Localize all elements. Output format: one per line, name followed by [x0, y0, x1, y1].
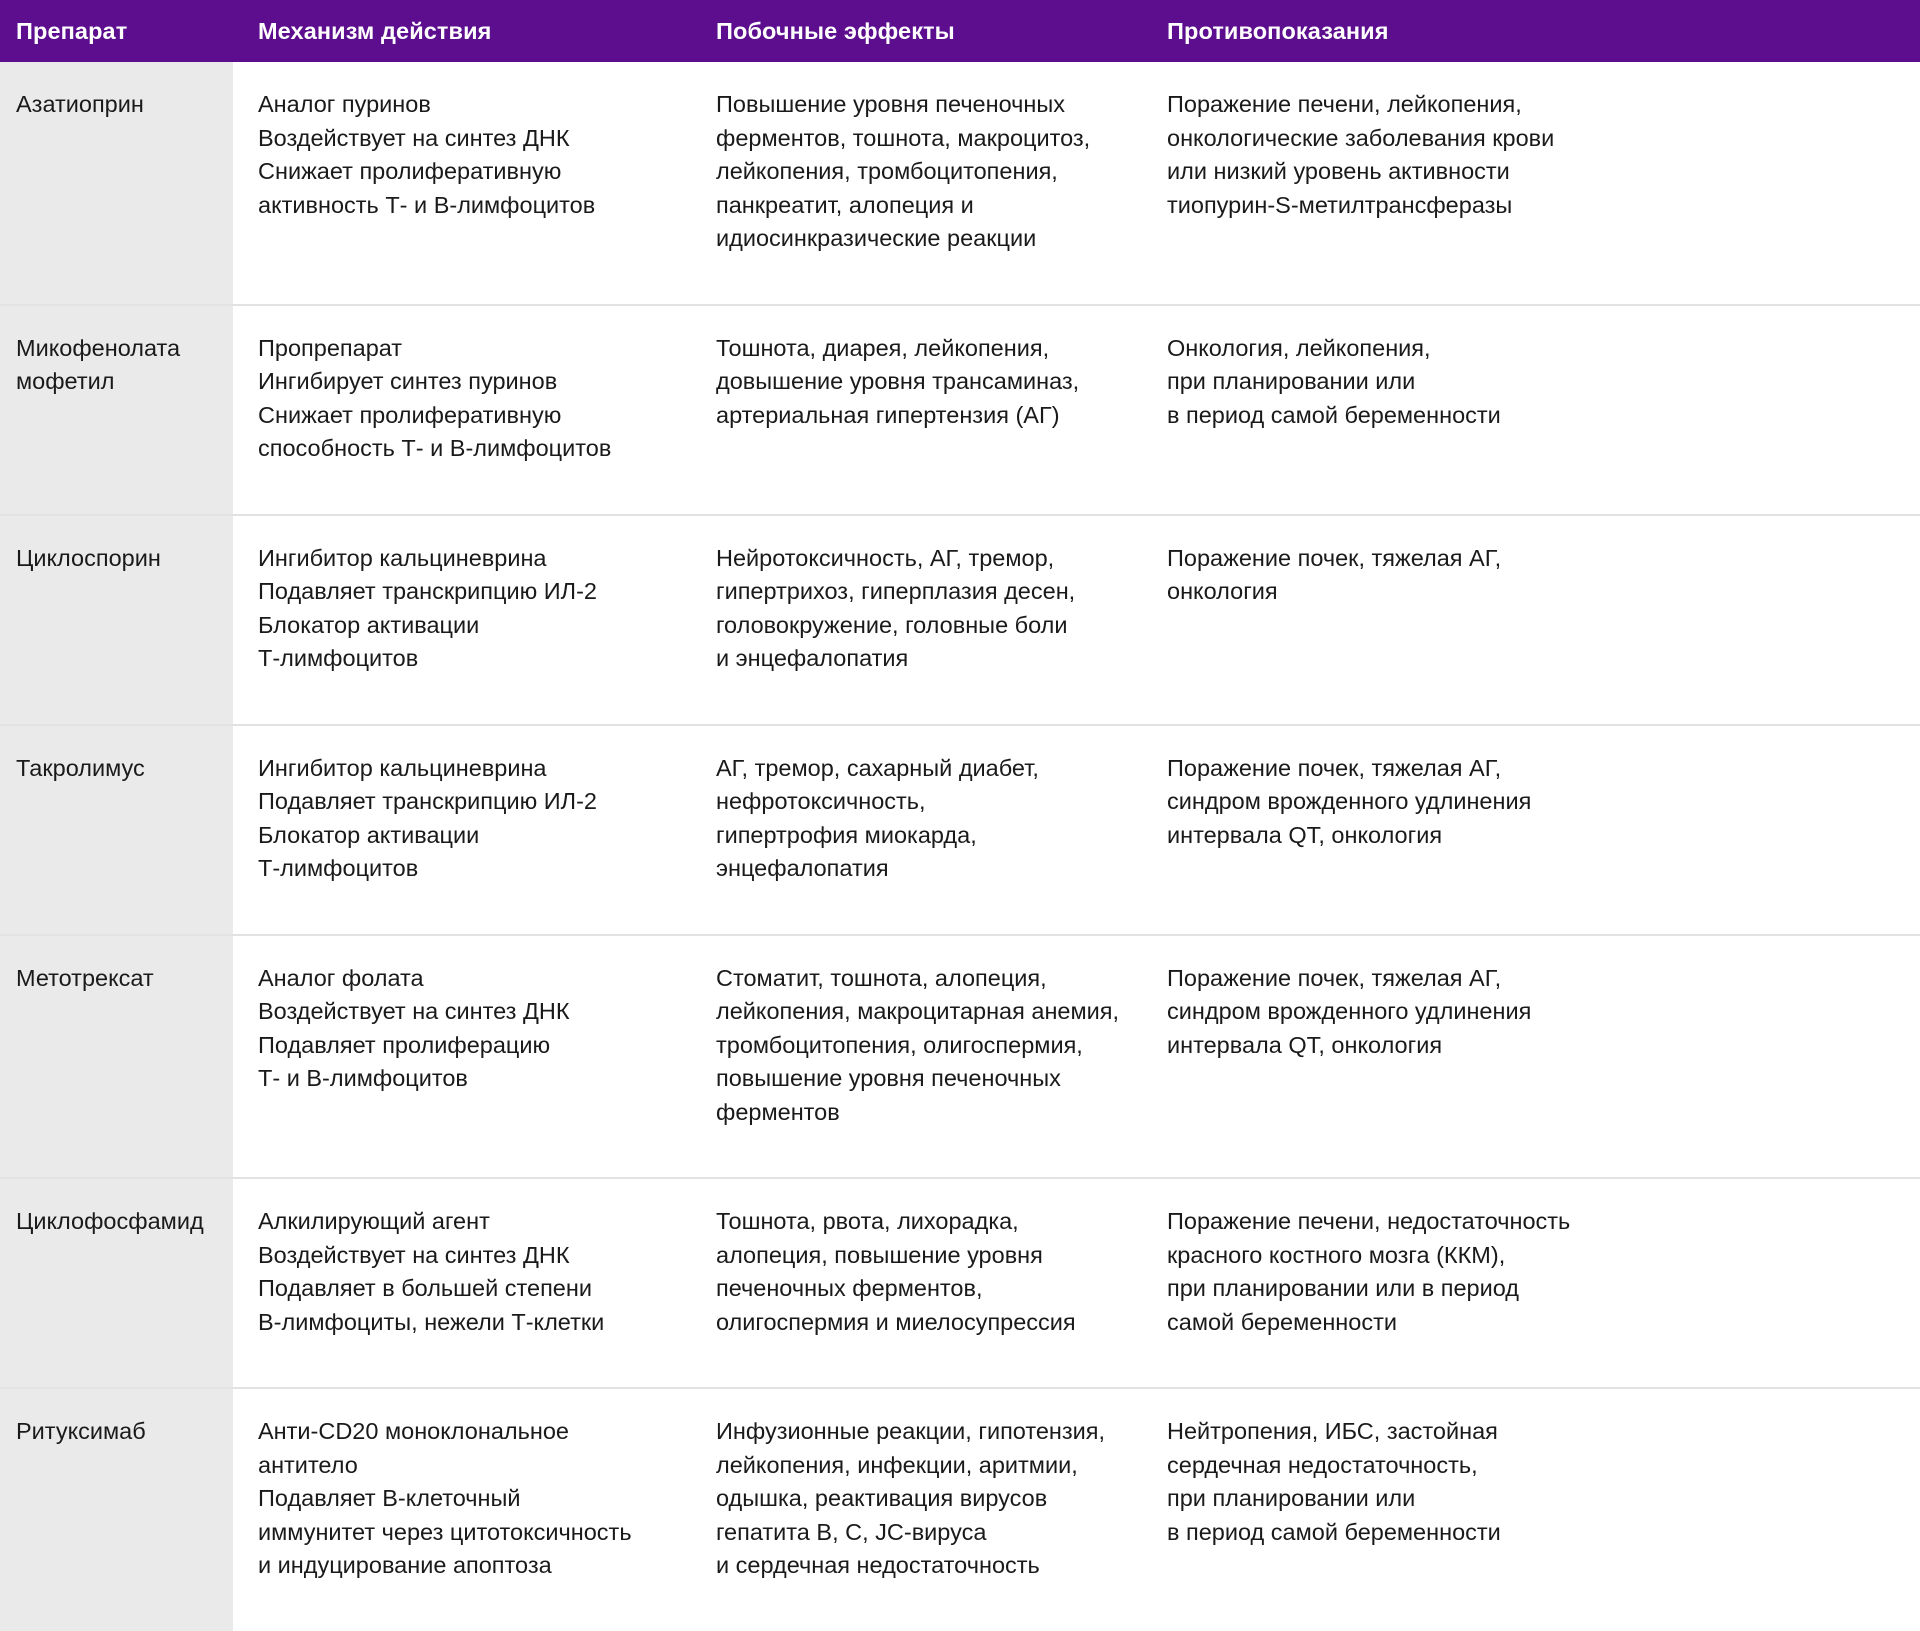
cell-mechanism-line: Воздействует на синтез ДНК: [258, 1241, 570, 1268]
table-row: [0, 515, 1920, 725]
cell-side-effects-line: головокружение, головные боли: [716, 611, 1068, 638]
cell-mechanism-line: Подавляет в большей степени: [258, 1275, 592, 1301]
cell-side-effects-line: АГ, тремор, сахарный диабет,: [716, 754, 1039, 781]
table-body: [0, 62, 1920, 1631]
cell-side-effects-line: гепатита B, C, JC-вируса: [716, 1518, 987, 1545]
cell-drug-name: [0, 1388, 233, 1631]
cell-contraindications-line: Поражение печени, лейкопения,: [1167, 91, 1522, 117]
cell-contraindications-line: онкологические заболевания крови: [1167, 124, 1555, 151]
cell-mechanism: [233, 515, 692, 725]
cell-contraindications: [1147, 725, 1920, 935]
table-row: [0, 1178, 1920, 1388]
drug-name-line: мофетил: [16, 368, 115, 394]
cell-side-effects-line: Нейротоксичность, АГ, тремор,: [716, 544, 1055, 571]
cell-mechanism-line: Аналог фолата: [258, 964, 424, 991]
cell-contraindications-line: интервала QT, онкология: [1167, 1031, 1443, 1058]
cell-mechanism: [233, 62, 692, 305]
cell-mechanism-line: способность Т- и В-лимфоцитов: [258, 435, 612, 461]
cell-contraindications-line: при планировании или в период: [1167, 1275, 1520, 1301]
cell-contraindications-line: интервала QT, онкология: [1167, 821, 1443, 848]
cell-side-effects-line: печеночных ферментов,: [716, 1275, 983, 1301]
cell-mechanism-line: Ингибирует синтез пуринов: [258, 368, 558, 394]
cell-side-effects-line: ферментов: [716, 1098, 840, 1125]
table-row: [0, 725, 1920, 935]
cell-side-effects: [692, 935, 1147, 1179]
cell-side-effects: [692, 515, 1147, 725]
cell-mechanism-line: Ингибитор кальциневрина: [258, 544, 547, 571]
cell-drug-name: [0, 515, 233, 725]
cell-contraindications-line: синдром врожденного удлинения: [1167, 998, 1532, 1024]
cell-side-effects-line: и энцефалопатия: [716, 645, 909, 671]
cell-contraindications-line: Поражение почек, тяжелая АГ,: [1167, 544, 1502, 571]
cell-side-effects-line: идиосинкразические реакции: [716, 225, 1037, 251]
cell-mechanism-line: и индуцирование апоптоза: [258, 1552, 552, 1578]
cell-side-effects-line: артериальная гипертензия (АГ): [716, 401, 1060, 428]
cell-contraindications-line: самой беременности: [1167, 1308, 1397, 1335]
cell-side-effects: [692, 1388, 1147, 1631]
drug-name-line: Микофенолата: [16, 334, 181, 361]
cell-mechanism-line: Подавляет транскрипцию ИЛ-2: [258, 578, 597, 604]
cell-side-effects-line: Тошнота, рвота, лихорадка,: [716, 1208, 1019, 1234]
cell-side-effects-line: гипертрофия миокарда,: [716, 821, 977, 848]
cell-contraindications: [1147, 935, 1920, 1179]
cell-mechanism-line: Аналог пуринов: [258, 91, 431, 117]
cell-mechanism-line: Т- и В-лимфоцитов: [258, 1065, 468, 1091]
cell-contraindications-line: или низкий уровень активности: [1167, 158, 1510, 184]
cell-contraindications-line: Поражение почек, тяжелая АГ,: [1167, 754, 1502, 781]
cell-side-effects-line: лейкопения, макроцитарная анемия,: [716, 998, 1120, 1024]
cell-contraindications-line: онкология: [1167, 578, 1278, 604]
cell-side-effects-line: лейкопения, инфекции, аритмии,: [716, 1451, 1078, 1478]
cell-side-effects-line: Инфузионные реакции, гипотензия,: [716, 1418, 1106, 1444]
cell-contraindications: [1147, 1178, 1920, 1388]
cell-side-effects: [692, 305, 1147, 515]
drug-name-line: Циклофосфамид: [16, 1208, 204, 1234]
cell-side-effects-line: Повышение уровня печеночных: [716, 91, 1066, 117]
cell-contraindications-line: в период самой беременности: [1167, 401, 1501, 428]
cell-side-effects-line: нефротоксичность,: [716, 788, 926, 814]
cell-side-effects: [692, 62, 1147, 305]
cell-side-effects-line: Тошнота, диарея, лейкопения,: [716, 334, 1050, 361]
cell-side-effects-line: ферментов, тошнота, макроцитоз,: [716, 124, 1091, 151]
cell-side-effects-line: энцефалопатия: [716, 855, 889, 881]
cell-mechanism-line: Снижает пролиферативную: [258, 401, 562, 428]
cell-contraindications: [1147, 62, 1920, 305]
column-header-side-effects: Побочные эффекты: [692, 0, 1147, 62]
cell-drug-name: [0, 1178, 233, 1388]
cell-mechanism: [233, 1388, 692, 1631]
table-row: [0, 305, 1920, 515]
cell-contraindications-line: в период самой беременности: [1167, 1518, 1501, 1545]
cell-contraindications-line: Поражение печени, недостаточность: [1167, 1208, 1571, 1234]
table-row: [0, 935, 1920, 1179]
cell-contraindications-line: сердечная недостаточность,: [1167, 1451, 1478, 1478]
cell-side-effects: [692, 725, 1147, 935]
cell-mechanism: [233, 1178, 692, 1388]
cell-mechanism-line: Алкилирующий агент: [258, 1208, 490, 1234]
drug-name-line: Метотрексат: [16, 964, 154, 991]
cell-contraindications-line: Поражение почек, тяжелая АГ,: [1167, 964, 1502, 991]
table-row: [0, 1388, 1920, 1631]
cell-mechanism-line: Т-лимфоцитов: [258, 645, 419, 671]
cell-mechanism-line: активность Т- и В-лимфоцитов: [258, 191, 596, 218]
drug-name-line: Такролимус: [16, 754, 145, 781]
cell-mechanism: [233, 725, 692, 935]
cell-mechanism-line: Подавляет В-клеточный: [258, 1485, 521, 1511]
header-row: [0, 0, 1920, 62]
column-header-mechanism: Механизм действия: [233, 0, 692, 62]
cell-drug-name: [0, 62, 233, 305]
cell-side-effects-line: тромбоцитопения, олигоспермия,: [716, 1031, 1083, 1058]
column-header-drug: Препарат: [0, 0, 233, 62]
cell-contraindications-line: красного костного мозга (ККМ),: [1167, 1241, 1506, 1268]
cell-mechanism-line: Пропрепарат: [258, 334, 403, 361]
cell-mechanism-line: антитело: [258, 1451, 358, 1478]
drug-name-line: Ритуксимаб: [16, 1418, 146, 1444]
cell-contraindications: [1147, 305, 1920, 515]
cell-mechanism-line: Снижает пролиферативную: [258, 158, 562, 184]
cell-contraindications-line: тиопурин-S-метилтрансферазы: [1167, 191, 1513, 218]
cell-side-effects-line: лейкопения, тромбоцитопения,: [716, 158, 1058, 184]
cell-drug-name: [0, 725, 233, 935]
cell-mechanism: [233, 305, 692, 515]
cell-mechanism-line: Воздействует на синтез ДНК: [258, 124, 570, 151]
cell-contraindications: [1147, 1388, 1920, 1631]
table-row: [0, 62, 1920, 305]
cell-drug-name: [0, 935, 233, 1179]
cell-mechanism-line: Блокатор активации: [258, 611, 480, 638]
drug-name-line: Циклоспорин: [16, 544, 161, 571]
cell-contraindications-line: при планировании или: [1167, 368, 1416, 394]
cell-side-effects-line: повышение уровня печеночных: [716, 1065, 1061, 1091]
cell-side-effects-line: алопеция, повышение уровня: [716, 1241, 1043, 1268]
cell-side-effects-line: Стоматит, тошнота, алопеция,: [716, 964, 1047, 991]
cell-mechanism-line: В-лимфоциты, нежели Т-клетки: [258, 1308, 605, 1335]
cell-contraindications: [1147, 515, 1920, 725]
cell-mechanism: [233, 935, 692, 1179]
cell-mechanism-line: иммунитет через цитотоксичность: [258, 1518, 632, 1545]
cell-contraindications-line: синдром врожденного удлинения: [1167, 788, 1532, 814]
cell-mechanism-line: Блокатор активации: [258, 821, 480, 848]
cell-side-effects: [692, 1178, 1147, 1388]
cell-side-effects-line: панкреатит, алопеция и: [716, 191, 974, 218]
cell-mechanism-line: Воздействует на синтез ДНК: [258, 998, 570, 1024]
cell-side-effects-line: гипертрихоз, гиперплазия десен,: [716, 578, 1076, 604]
cell-drug-name: [0, 305, 233, 515]
column-header-contraindications: Противопоказания: [1147, 0, 1920, 62]
cell-mechanism-line: Анти-CD20 моноклональное: [258, 1418, 569, 1444]
cell-contraindications-line: Нейтропения, ИБС, застойная: [1167, 1418, 1498, 1444]
cell-mechanism-line: Т-лимфоцитов: [258, 855, 419, 881]
cell-side-effects-line: и сердечная недостаточность: [716, 1552, 1040, 1578]
drug-name-line: Азатиоприн: [16, 91, 144, 117]
cell-contraindications-line: при планировании или: [1167, 1485, 1416, 1511]
cell-side-effects-line: довышение уровня трансаминаз,: [716, 368, 1080, 394]
cell-side-effects-line: одышка, реактивация вирусов: [716, 1485, 1048, 1511]
cell-mechanism-line: Подавляет пролиферацию: [258, 1031, 551, 1058]
cell-mechanism-line: Ингибитор кальциневрина: [258, 754, 547, 781]
cell-mechanism-line: Подавляет транскрипцию ИЛ-2: [258, 788, 597, 814]
table-header: [0, 0, 1920, 62]
cell-side-effects-line: олигоспермия и миелосупрессия: [716, 1308, 1076, 1335]
cell-contraindications-line: Онкология, лейкопения,: [1167, 334, 1431, 361]
